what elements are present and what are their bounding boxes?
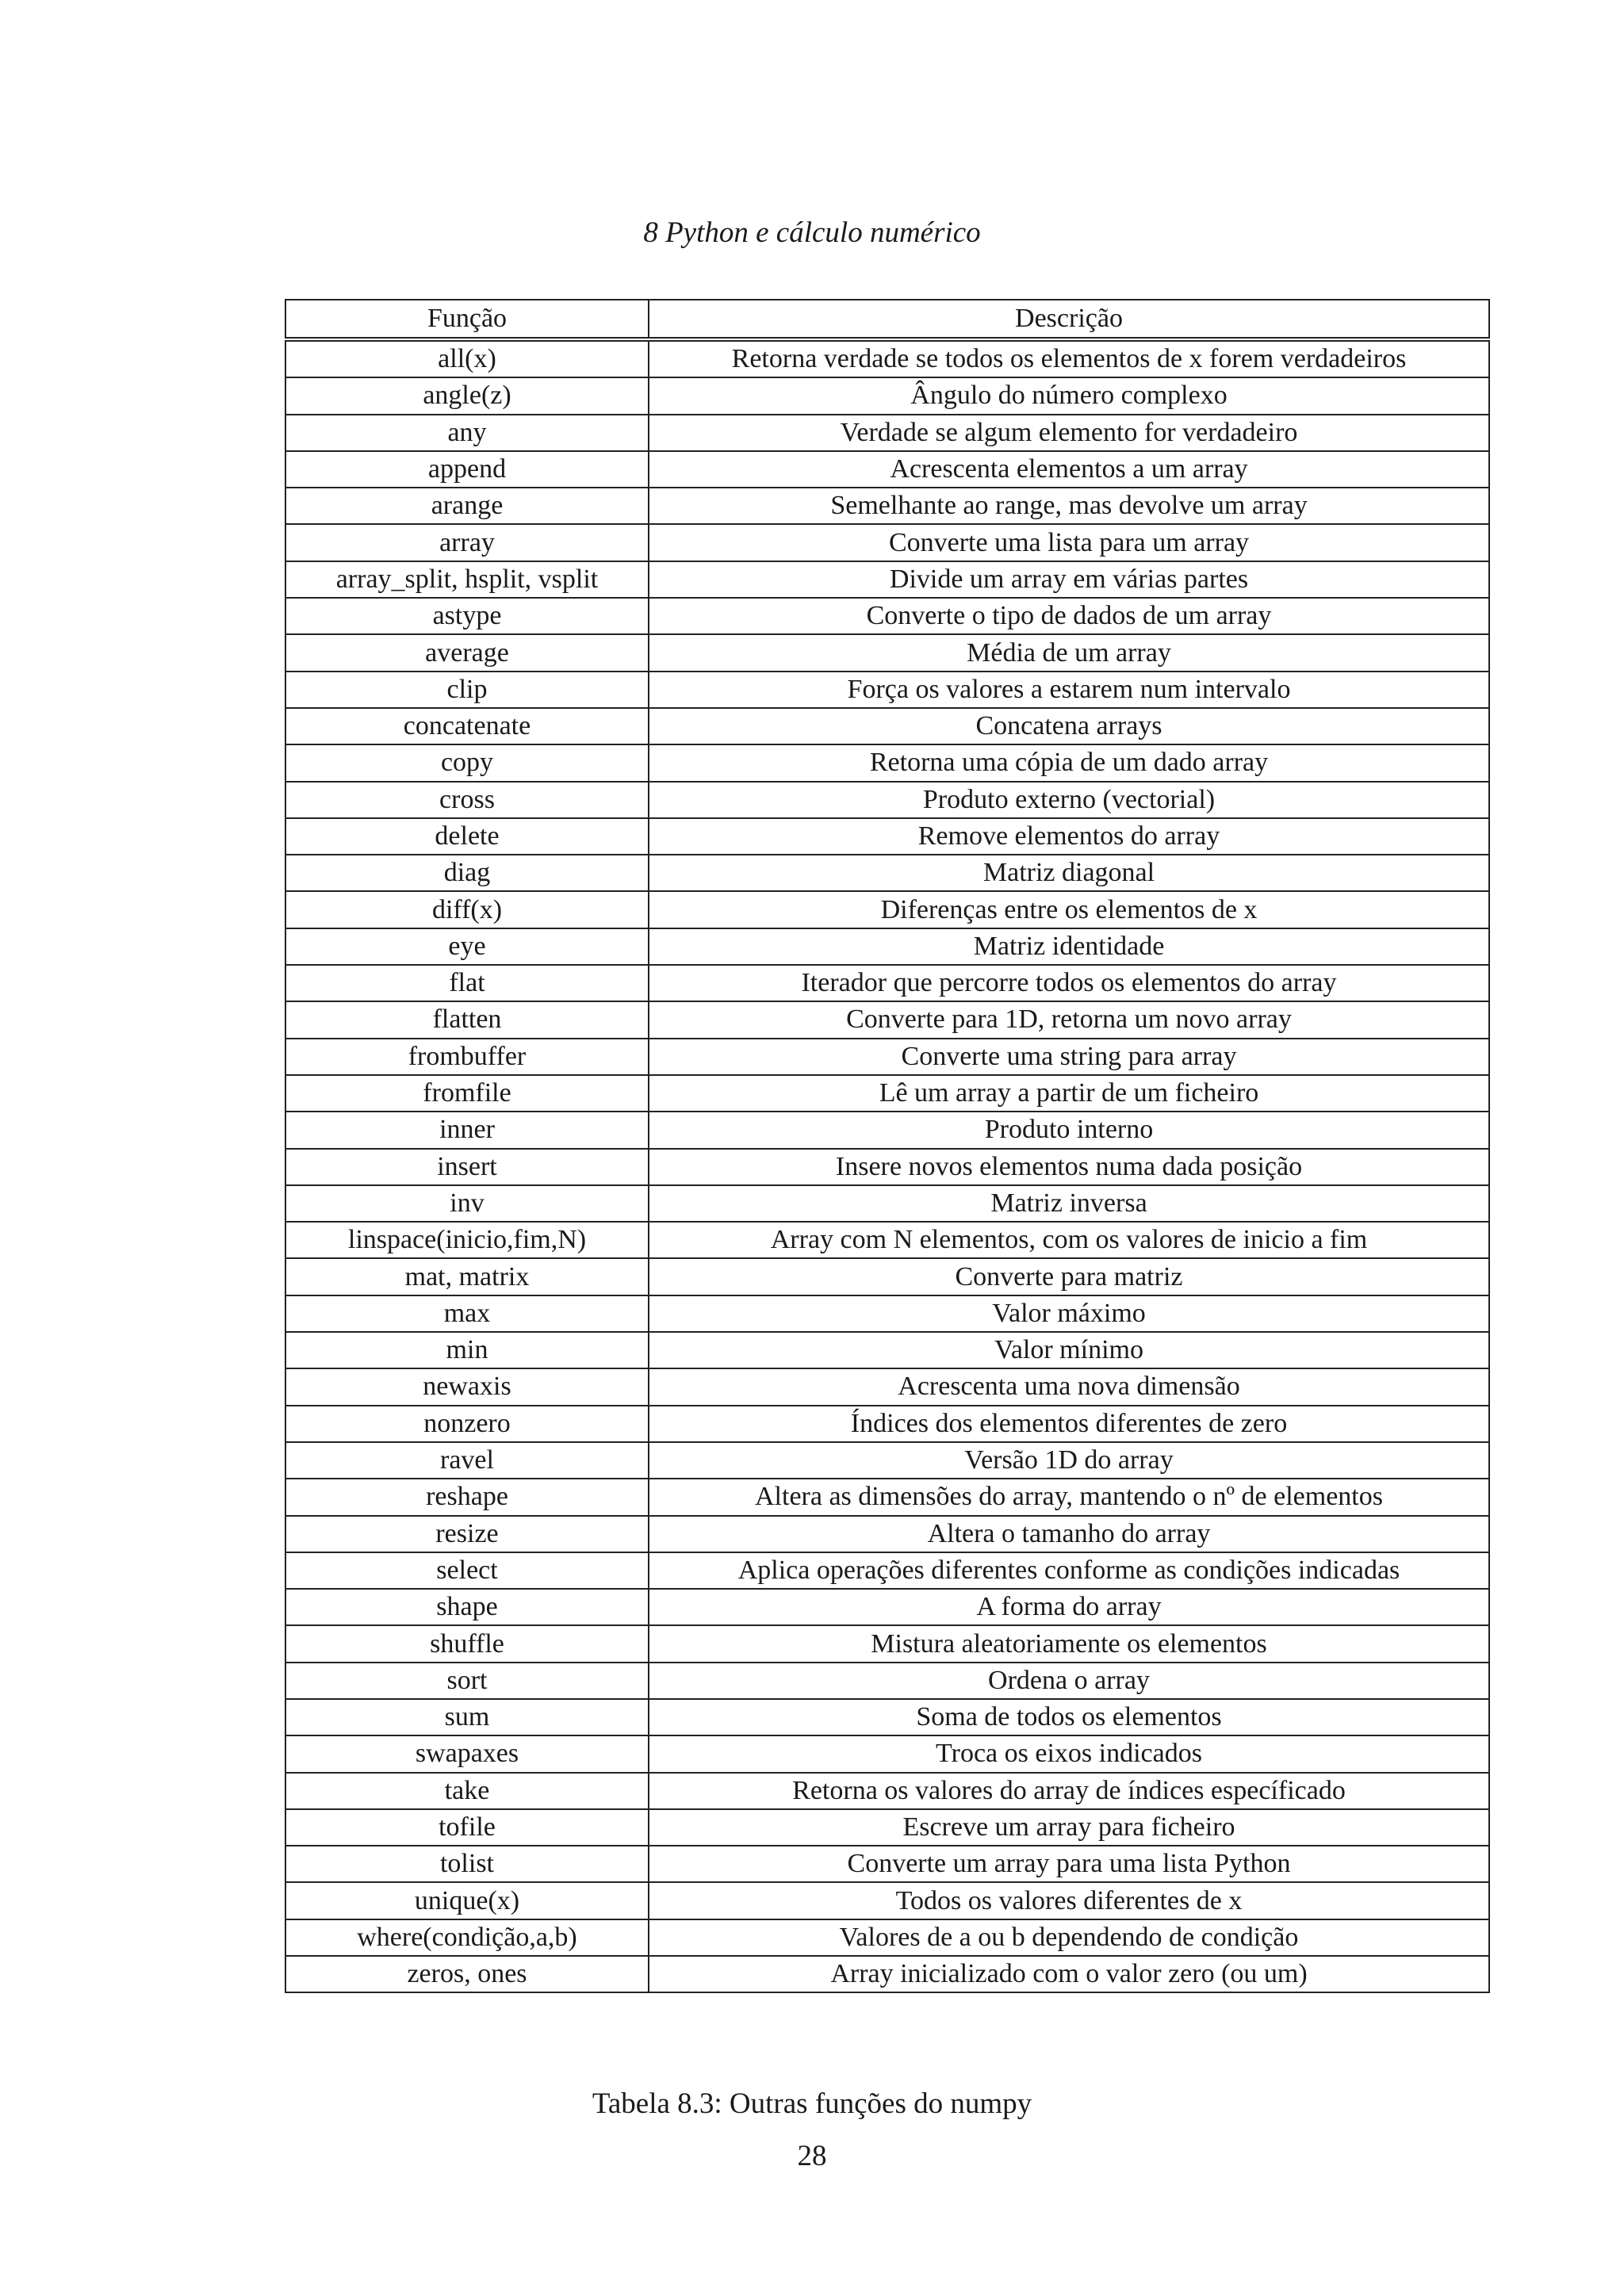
function-description-cell: Diferenças entre os elementos de x xyxy=(649,891,1489,928)
function-table-container xyxy=(285,299,1488,1993)
function-description-cell: Divide um array em várias partes xyxy=(649,561,1489,598)
function-name-cell: clip xyxy=(285,672,649,708)
function-name-cell: swapaxes xyxy=(285,1735,649,1772)
function-name-cell: select xyxy=(285,1552,649,1589)
function-description-cell: Converte o tipo de dados de um array xyxy=(649,598,1489,634)
table-row xyxy=(285,377,1489,414)
function-name-cell: average xyxy=(285,634,649,671)
table-row xyxy=(285,1039,1489,1075)
function-description-cell: Array inicializado com o valor zero (ou um) xyxy=(649,1956,1489,1992)
function-description-cell: Converte para 1D, retorna um novo array xyxy=(649,1001,1489,1038)
function-description-cell: Aplica operações diferentes conforme as condições indicadas xyxy=(649,1552,1489,1589)
function-name-cell: insert xyxy=(285,1149,649,1185)
function-name-cell: unique(x) xyxy=(285,1882,649,1919)
function-name-cell: flatten xyxy=(285,1001,649,1038)
function-description-cell: Ângulo do número complexo xyxy=(649,377,1489,414)
table-row xyxy=(285,1589,1489,1625)
table-row xyxy=(285,1773,1489,1809)
function-description-cell: Valor máximo xyxy=(649,1295,1489,1332)
function-name-cell: min xyxy=(285,1332,649,1368)
table-row xyxy=(285,708,1489,744)
table-row xyxy=(285,1882,1489,1919)
function-description-cell: Ordena o array xyxy=(649,1663,1489,1699)
function-name-cell: linspace(inicio,fim,N) xyxy=(285,1222,649,1258)
function-name-cell: resize xyxy=(285,1516,649,1552)
function-description-cell: Semelhante ao range, mas devolve um array xyxy=(649,488,1489,524)
table-row xyxy=(285,1625,1489,1662)
function-description-cell: Produto interno xyxy=(649,1112,1489,1148)
function-description-cell: Soma de todos os elementos xyxy=(649,1699,1489,1735)
table-row xyxy=(285,1295,1489,1332)
function-name-cell: nonzero xyxy=(285,1406,649,1442)
function-name-cell: any xyxy=(285,415,649,451)
function-name-cell: sort xyxy=(285,1663,649,1699)
table-row xyxy=(285,782,1489,818)
table-row xyxy=(285,524,1489,561)
function-name-cell: take xyxy=(285,1773,649,1809)
function-name-cell: inner xyxy=(285,1112,649,1148)
function-name-cell: astype xyxy=(285,598,649,634)
function-name-cell: diag xyxy=(285,855,649,891)
table-row xyxy=(285,1222,1489,1258)
function-description-cell: Versão 1D do array xyxy=(649,1442,1489,1479)
function-name-cell: tolist xyxy=(285,1846,649,1882)
function-description-cell: Retorna os valores do array de índices específicado xyxy=(649,1773,1489,1809)
table-row xyxy=(285,1956,1489,1992)
function-description-cell: Converte para matriz xyxy=(649,1258,1489,1295)
table-row xyxy=(285,965,1489,1001)
table-caption: Tabela 8.3: Outras funções do numpy xyxy=(592,2087,1032,2120)
function-name-cell: concatenate xyxy=(285,708,649,744)
table-row xyxy=(285,855,1489,891)
function-name-cell: max xyxy=(285,1295,649,1332)
table-row xyxy=(285,561,1489,598)
function-description-cell: Altera o tamanho do array xyxy=(649,1516,1489,1552)
function-description-cell: Converte uma string para array xyxy=(649,1039,1489,1075)
function-name-cell: frombuffer xyxy=(285,1039,649,1075)
table-row xyxy=(285,1699,1489,1735)
table-row xyxy=(285,672,1489,708)
function-description-cell: Produto externo (vectorial) xyxy=(649,782,1489,818)
function-name-cell: cross xyxy=(285,782,649,818)
table-row xyxy=(285,1001,1489,1038)
function-name-cell: diff(x) xyxy=(285,891,649,928)
function-name-cell: where(condição,a,b) xyxy=(285,1919,649,1956)
function-name-cell: array xyxy=(285,524,649,561)
function-name-cell: ravel xyxy=(285,1442,649,1479)
table-row xyxy=(285,744,1489,781)
function-name-cell: shape xyxy=(285,1589,649,1625)
function-description-cell: Valor mínimo xyxy=(649,1332,1489,1368)
function-description-cell: Mistura aleatoriamente os elementos xyxy=(649,1625,1489,1662)
function-description-cell: Array com N elementos, com os valores de inicio a fim xyxy=(649,1222,1489,1258)
column-header-function: Função xyxy=(285,300,649,339)
function-name-cell: array_split, hsplit, vsplit xyxy=(285,561,649,598)
function-description-cell: Média de um array xyxy=(649,634,1489,671)
function-description-cell: Verdade se algum elemento for verdadeiro xyxy=(649,415,1489,451)
table-row xyxy=(285,451,1489,488)
function-description-cell: Matriz diagonal xyxy=(649,855,1489,891)
table-row xyxy=(285,1809,1489,1846)
function-name-cell: reshape xyxy=(285,1479,649,1515)
function-description-cell: Iterador que percorre todos os elementos do array xyxy=(649,965,1489,1001)
page-number: 28 xyxy=(797,2140,827,2172)
table-row xyxy=(285,488,1489,524)
function-name-cell: inv xyxy=(285,1185,649,1222)
function-description-cell: Valores de a ou b dependendo de condição xyxy=(649,1919,1489,1956)
running-header: 8 Python e cálculo numérico xyxy=(643,216,981,249)
function-name-cell: mat, matrix xyxy=(285,1258,649,1295)
function-description-cell: Retorna uma cópia de um dado array xyxy=(649,744,1489,781)
column-header-description: Descrição xyxy=(649,300,1489,339)
function-name-cell: copy xyxy=(285,744,649,781)
table-body xyxy=(285,339,1489,1992)
function-name-cell: all(x) xyxy=(285,339,649,377)
table-row xyxy=(285,1663,1489,1699)
table-row xyxy=(285,1846,1489,1882)
function-description-cell: Converte um array para uma lista Python xyxy=(649,1846,1489,1882)
table-row xyxy=(285,1479,1489,1515)
function-description-cell: Retorna verdade se todos os elementos de x forem verdadeiros xyxy=(649,339,1489,377)
table-row xyxy=(285,818,1489,855)
table-header xyxy=(285,300,1489,339)
table-row xyxy=(285,1442,1489,1479)
table-row xyxy=(285,891,1489,928)
table-row xyxy=(285,1258,1489,1295)
table-row xyxy=(285,1332,1489,1368)
function-description-cell: Matriz inversa xyxy=(649,1185,1489,1222)
table-row xyxy=(285,1149,1489,1185)
table-header-row xyxy=(285,300,1489,339)
function-name-cell: fromfile xyxy=(285,1075,649,1112)
function-description-cell: Escreve um array para ficheiro xyxy=(649,1809,1489,1846)
function-description-cell: Índices dos elementos diferentes de zero xyxy=(649,1406,1489,1442)
function-name-cell: append xyxy=(285,451,649,488)
function-name-cell: shuffle xyxy=(285,1625,649,1662)
function-description-cell: Acrescenta uma nova dimensão xyxy=(649,1368,1489,1405)
table-row xyxy=(285,598,1489,634)
table-row xyxy=(285,1075,1489,1112)
function-description-cell: Troca os eixos indicados xyxy=(649,1735,1489,1772)
function-description-cell: Força os valores a estarem num intervalo xyxy=(649,672,1489,708)
function-description-cell: Todos os valores diferentes de x xyxy=(649,1882,1489,1919)
table-row xyxy=(285,634,1489,671)
table-row xyxy=(285,1919,1489,1956)
function-description-cell: Converte uma lista para um array xyxy=(649,524,1489,561)
function-name-cell: tofile xyxy=(285,1809,649,1846)
table-row xyxy=(285,1552,1489,1589)
table-row xyxy=(285,928,1489,965)
function-name-cell: angle(z) xyxy=(285,377,649,414)
table-row xyxy=(285,1406,1489,1442)
table-row xyxy=(285,1112,1489,1148)
function-table xyxy=(285,299,1490,1993)
function-description-cell: Altera as dimensões do array, mantendo o nº de elementos xyxy=(649,1479,1489,1515)
function-name-cell: eye xyxy=(285,928,649,965)
function-description-cell: Insere novos elementos numa dada posição xyxy=(649,1149,1489,1185)
function-description-cell: Matriz identidade xyxy=(649,928,1489,965)
function-name-cell: zeros, ones xyxy=(285,1956,649,1992)
function-description-cell: A forma do array xyxy=(649,1589,1489,1625)
function-description-cell: Remove elementos do array xyxy=(649,818,1489,855)
table-row xyxy=(285,415,1489,451)
function-name-cell: arange xyxy=(285,488,649,524)
table-row xyxy=(285,339,1489,377)
table-row xyxy=(285,1516,1489,1552)
function-name-cell: delete xyxy=(285,818,649,855)
table-row xyxy=(285,1185,1489,1222)
function-description-cell: Acrescenta elementos a um array xyxy=(649,451,1489,488)
table-row xyxy=(285,1368,1489,1405)
function-name-cell: flat xyxy=(285,965,649,1001)
table-row xyxy=(285,1735,1489,1772)
function-name-cell: newaxis xyxy=(285,1368,649,1405)
function-description-cell: Lê um array a partir de um ficheiro xyxy=(649,1075,1489,1112)
function-description-cell: Concatena arrays xyxy=(649,708,1489,744)
function-name-cell: sum xyxy=(285,1699,649,1735)
